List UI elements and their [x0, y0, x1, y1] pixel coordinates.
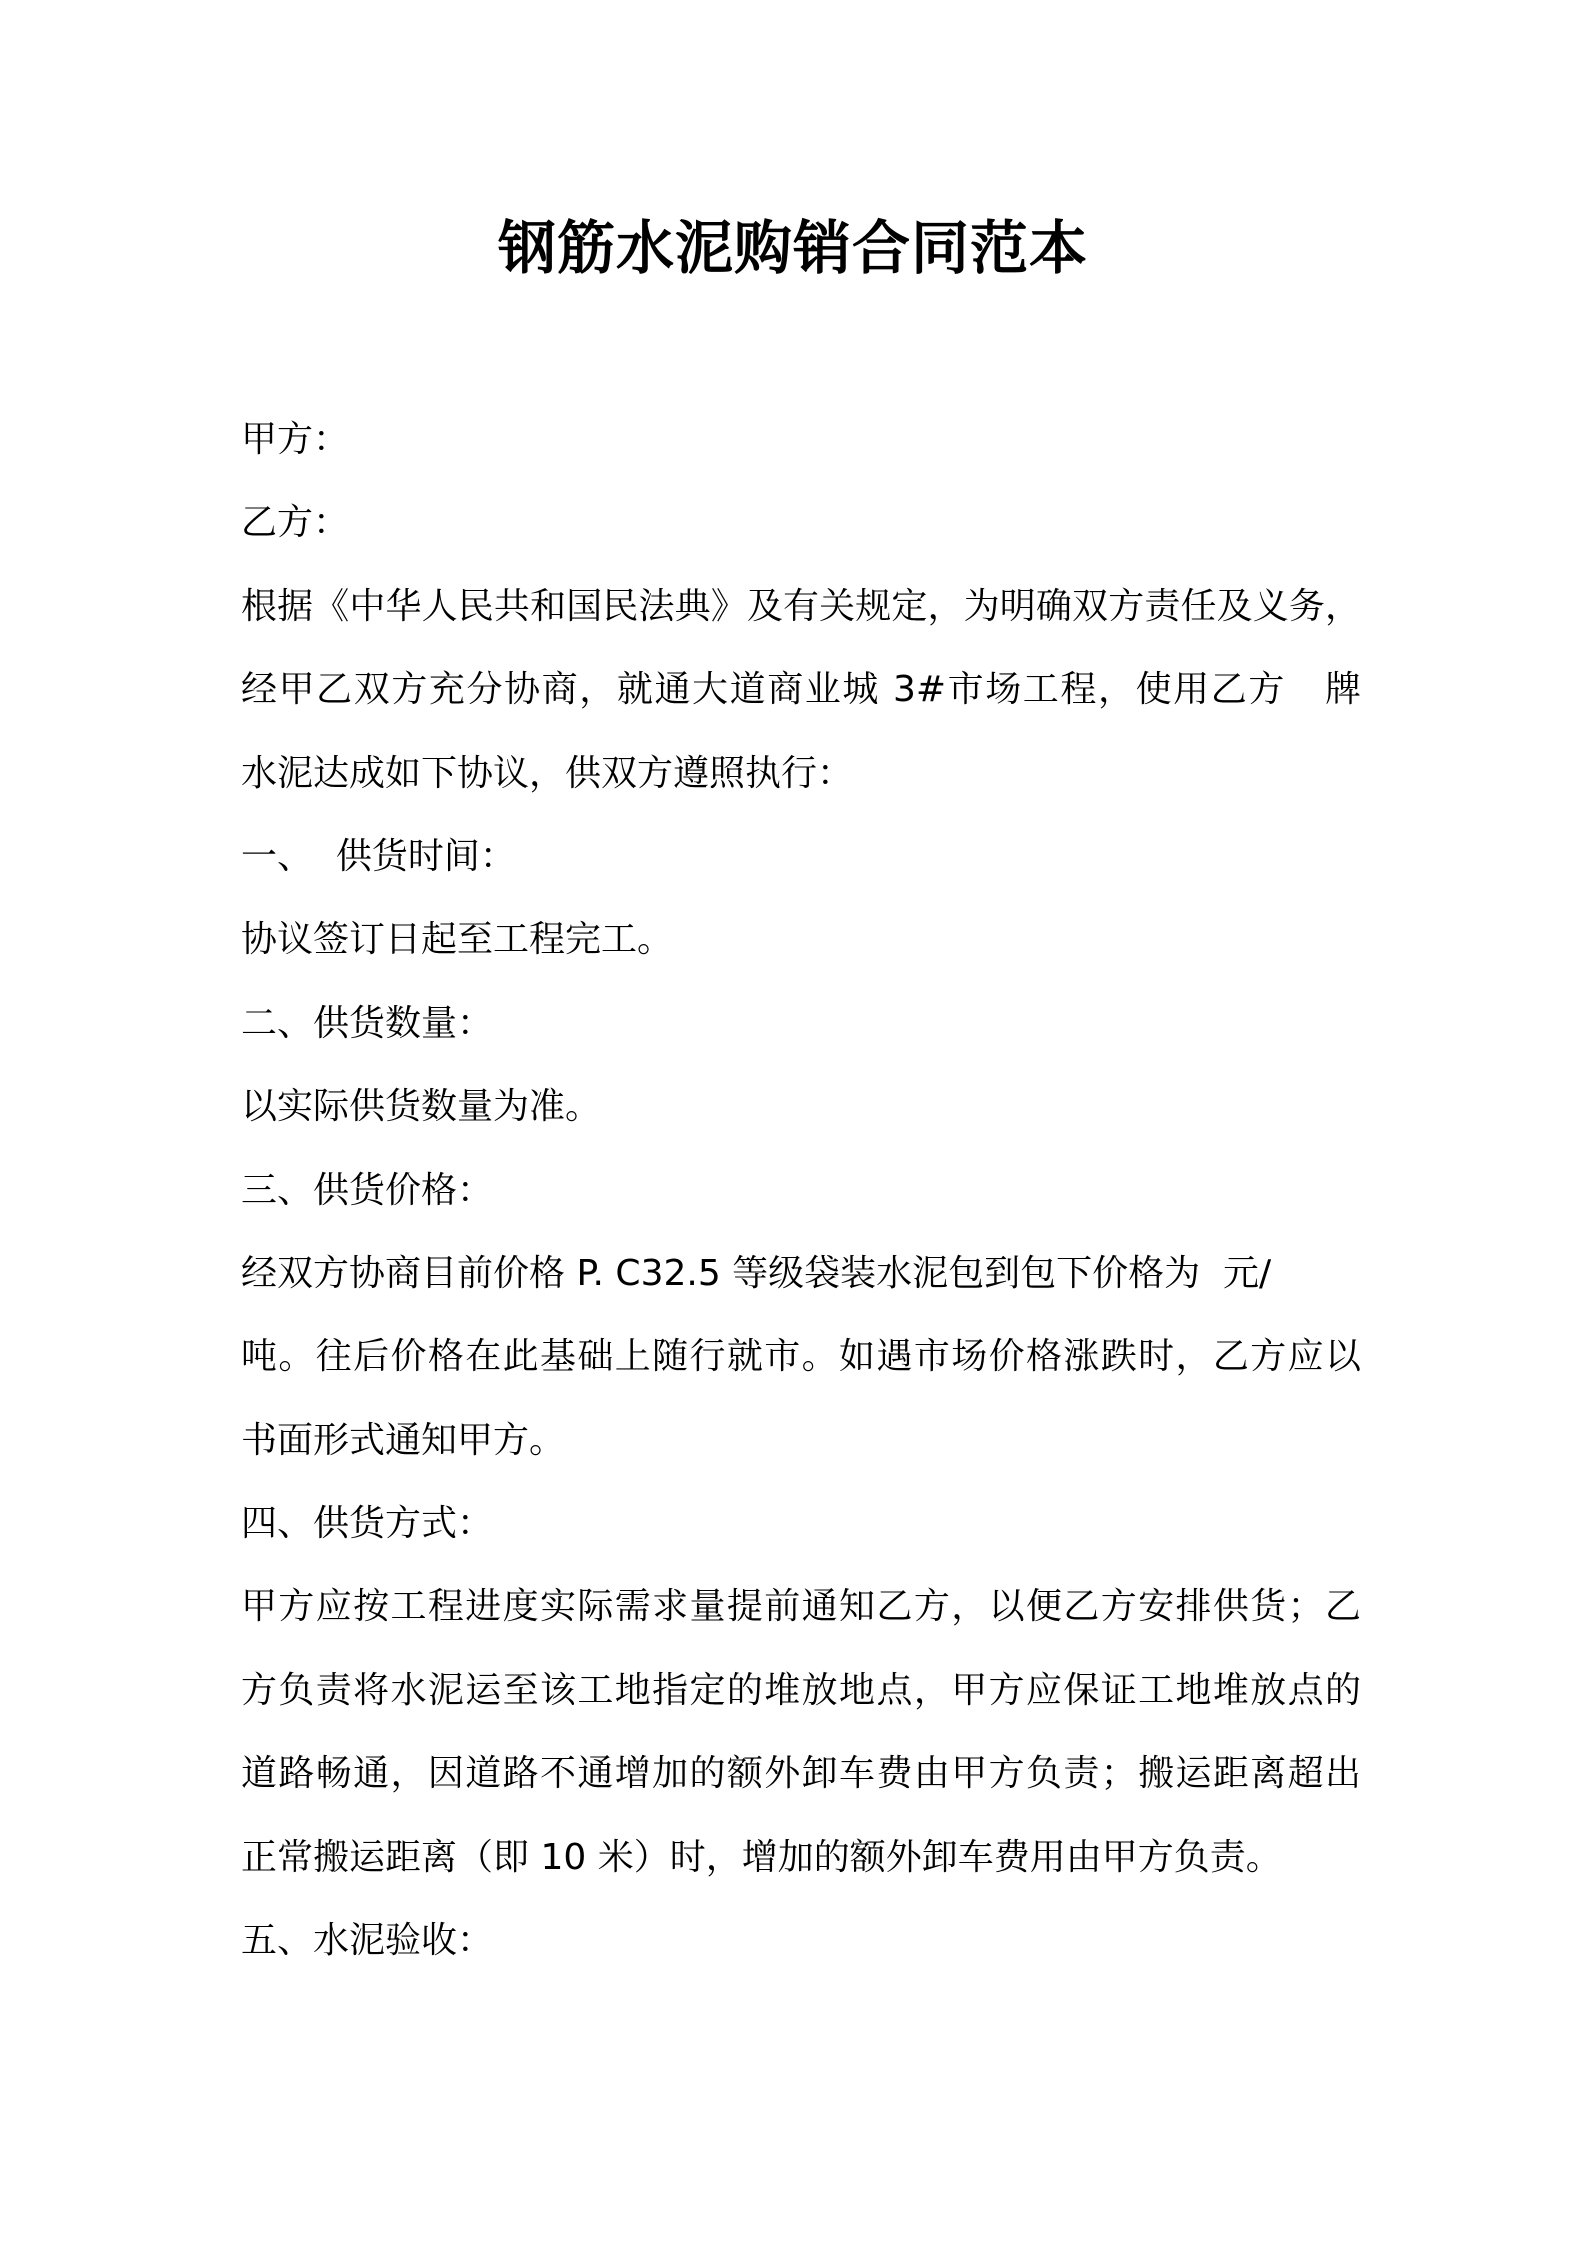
text-line: 以实际供货数量为准。 [241, 1086, 602, 1128]
text-line: 甲方： [241, 419, 350, 460]
text-line: 甲方应按工程进度实际需求量提前通知乙方，以便乙方安排供货；乙 [241, 1586, 1361, 1628]
text-line: 经双方协商目前价格 P. C32.5 等级袋装水泥包到包下价格为 元/ [241, 1252, 1272, 1294]
section-heading: 二、供货数量： [241, 1002, 494, 1044]
text-line: 乙方： [241, 502, 350, 544]
section-heading: 一、 供货时间： [241, 835, 516, 877]
text-line: 协议签订日起至工程完工。 [241, 919, 674, 961]
text-line: 根据《中华人民共和国民法典》及有关规定，为明确双方责任及义务， [241, 585, 1361, 627]
section-heading: 四、供货方式： [241, 1503, 494, 1545]
text-line: 吨。往后价格在此基础上随行就市。如遇市场价格涨跌时，乙方应以 [241, 1336, 1361, 1378]
document-body [241, 398, 1361, 1982]
text-line: 道路畅通，因道路不通增加的额外卸车费由甲方负责；搬运距离超出 [241, 1753, 1361, 1795]
text-line: 书面形式通知甲方。 [241, 1419, 566, 1461]
section-heading: 五、水泥验收： [241, 1920, 494, 1962]
section-heading: 三、供货价格： [241, 1169, 494, 1211]
text-line: 经甲乙双方充分协商，就通大道商业城 3#市场工程，使用乙方 牌 [241, 669, 1361, 711]
text-line: 水泥达成如下协议，供双方遵照执行： [241, 752, 854, 794]
text-line: 方负责将水泥运至该工地指定的堆放地点，甲方应保证工地堆放点的 [241, 1669, 1361, 1711]
text-line: 正常搬运距离（即 10 米）时，增加的额外卸车费用由甲方负责。 [241, 1836, 1282, 1878]
document-title: 钢筋水泥购销合同范本 [497, 214, 1088, 282]
